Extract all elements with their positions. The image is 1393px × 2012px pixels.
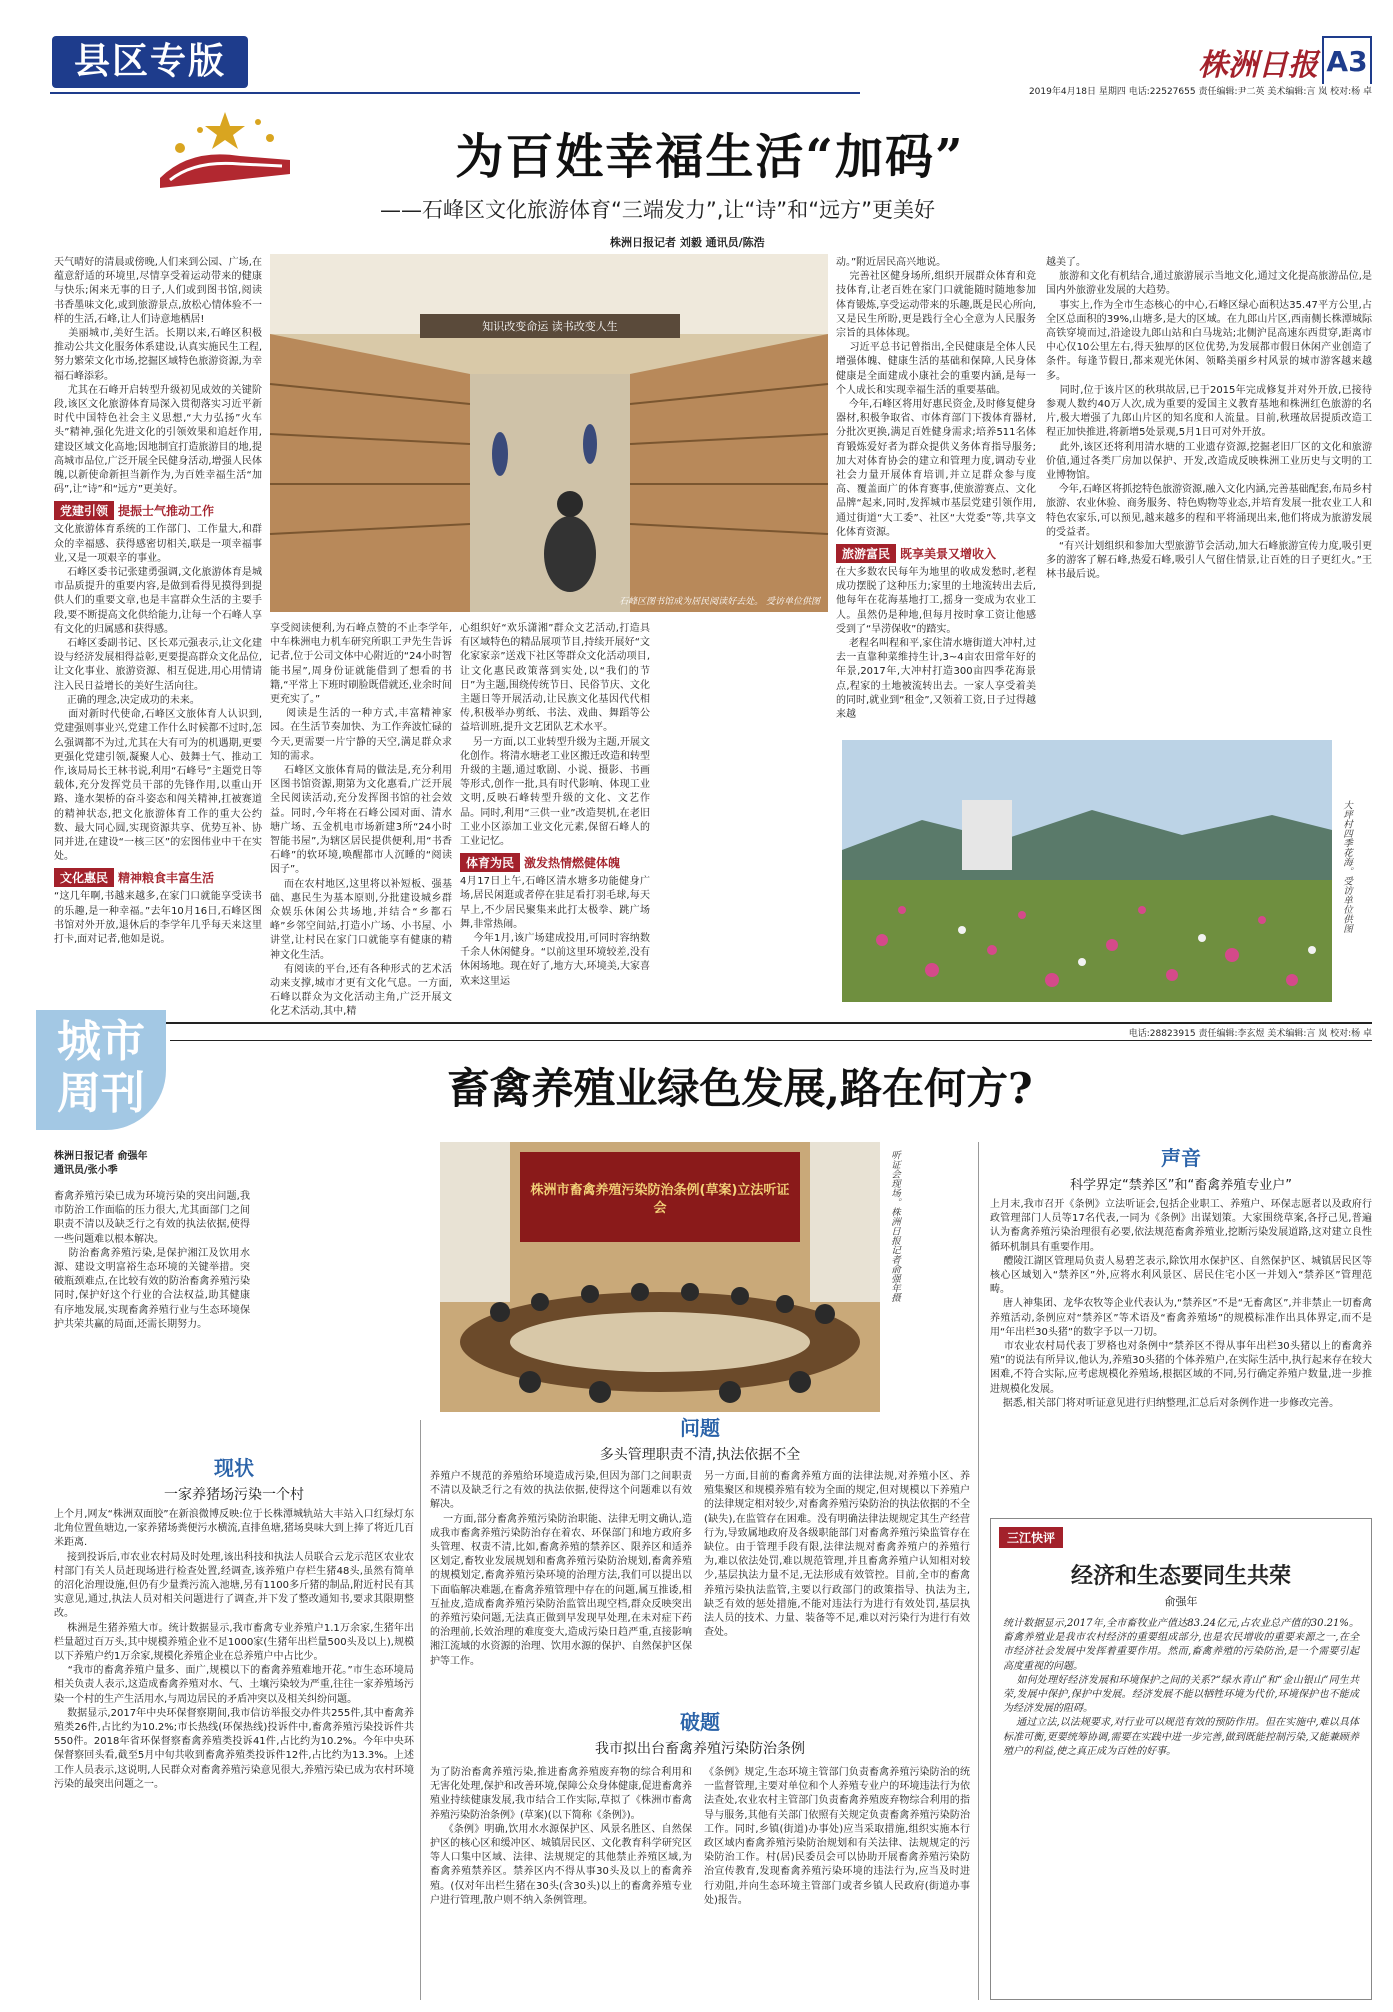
commentary-author: 俞强年: [1164, 1595, 1198, 1608]
page1-col4: [836, 256, 1036, 726]
page2-headline: 畜禽养殖业绿色发展,路在何方?: [447, 1064, 1033, 1113]
col1-intro: 天气晴好的清晨或傍晚,人们来到公园、广场,在蕴意舒适的环境里,尽情享受着运动带来的健康与快乐;闲来无事的日子,人们或到图书馆,阅读书香墨味文化,或到旅游景点,放松心情体验不一样的生活,石峰,让人们诗意地栖居! 美丽城市,美好生活。长期以来,石峰区积极推动公共文化服务体系建设,认真实施民生工程,努力繁荣文化市场,挖掘区域特色旅游资源,为幸福石峰添彩。 尤其在石峰开启转型升级初见成效的关键阶段,该区文化旅游体育局深入贯彻落实习近平新时代中国特色社会主义思想,“大力弘扬”火车头”精神,强化先进文化的引领效果和追赶作用,建设区域文化高地;因地制宜打造旅游目的地,提高城市品位,广泛开展全民健身活动,增强人民体魄,以新使命新担当新作为,为百姓幸福生活“加码”,让“诗”和“远方”更美好。: [54, 257, 263, 496]
divider-vertical-right: [978, 1142, 979, 2000]
status-section-text: 上个月,网友“株洲双面胶”在新浪微博反映:位于长株潭城轨站大丰站入口红绿灯东北角位置鱼塘边,一家养猪场粪便污水横流,直排鱼塘,猪场臭味大到上捧了将近几百米距离. 接到投诉后,市农业农村局及时处理,该出科技和执法人员联合云龙示范区农业农村部门有关人员赶现场进行检查处置,经调查,该养殖户存栏生猪48头,虽然有简单的沼化治理设施,但仍有少量粪污流入池塘,另有1100多斤猪的制品,附近村民有其实意见,通过,执法人员对相关问题进行了调查,并下发了整改通知书,要求其限期整改。 株洲是生猪养殖大市。统计数据显示,我市畜禽专业养殖户1.1万余家,生猪年出栏量超过百万头,其中规模养殖企业不足1000家(生猪年出栏量500头及以上),规模以下养殖户约1万余家,规模化养殖企业在总养殖户中占比少。 “我市的畜禽养殖户量多、面广,规模以下的畜禽养殖难地开花。”市生态环境局相关负责人表示,这造成畜禽养殖对水、气、土壤污染较为严重,往往一家养殖场污染一个村的生产生活用水,与周边居民的矛盾冲突以及相关纠纷问题。 数据显示,2017年中央环保督察期间,我市信访举报交办件共255件,其中畜禽养殖类26件,占比约为10.2%;市长热线(环保热线)投诉件中,畜禽养殖污染投诉件共550件。2018年省环保督察畜禽养殖类投诉41件,占比约为10.2%。今年中央环保督察回头看,截至5月中旬共收到畜禽养殖类投诉件12件,占比约为13.3%。上述工作人员表示,这说明,人民群众对畜禽养殖污染意见很大,养殖污染已成为农村环境污染的最突出问题之一。: [54, 1509, 415, 1790]
status-section-subtitle: 一家养猪场污染一个村: [164, 1487, 304, 1503]
banner-line1: 城市: [57, 1016, 145, 1067]
sec2-tag: 文化惠民: [54, 868, 114, 887]
banner-line2: 周刊: [57, 1068, 145, 1119]
commentary-box: [990, 1518, 1372, 2000]
page1-col2: 享受阅读便利,为石峰点赞的不止李学年,中车株洲电力机车研究所职工尹先生告诉记者,位于公司文体中心附近的“24小时智能书屋”,周身份证就能借到了想看的书籍,“平常上下班时刷脸既借就还,业余时间更充实了。” 阅读是生活的一种方式,丰富精神家园。在生活节奏加快、为工作奔波忙碌的今天,更需要一片宁静的天空,满足群众求知的需求。 石峰区文旅体育局的做法是,充分利用区图书馆资源,期第为文化惠看,广泛开展全民阅读活动,充分发挥图书馆的社会效益。同时,今年将在石峰公园对面、清水塘广场、五金机电市场新建3所“24小时智能书屋”,为辖区居民提供便利,用“书香石峰”的软环境,唤醒都市人沉睡的“阅读因子”。 而在农村地区,这里将以补短板、强基础、惠民生为基本原则,分批建设城乡群众娱乐休闲公共场地,并结合“乡都石峰”乡邻空间站,打造小广场、小书屋、小讲堂,让村民在家门口就能享有健康的精神文化生活。 有阅读的平台,还有各种形式的艺术活动来支撑,城市才更有文化气息。一方面,石峰以群众为文化活动主角,广泛开展文化艺术活动,其中,精: [270, 623, 452, 1018]
commentary-text: 统计数据显示,2017年,全市畜牧业产值达83.24亿元,占农业总产值的30.21%。畜禽养殖业是我市农村经济的重要组成部分,也是农民增收的重要来源之一,在全市经济社会发展中发挥着重要作用。然而,畜禽养殖的污染防治,是一个需要引起高度重视的问题。 如何处理好经济发展和环境保护之间的关系?“绿水青山”和“金山银山”同生共荣,发展中保护,保护中发展。经济发展不能以牺牲环境为代价,环境保护也不能成为经济发展的阻碍。 通过立法,以法规要求,对行业可以规范有效的预防作用。但在实施中,难以具体标准可衡,更要统筹协调,需要在实践中进一步完善,做到既能控制污染,又能兼顾养殖户的利益,使之真正成为百姓的好事。: [1003, 1618, 1360, 1757]
col4-sec4-text: 在大多数农民每年为地里的收成发愁时,老程成功摆脱了这种压力;家里的土地流转出去后,他每年在花海基地打工,摇身一变成为农业工人。虽然仍是种地,但每月按时拿工资让他感受到了“旱涝保收”的踏实。 老程名叫程和平,家住清水塘街道大冲村,过去一直靠种菜维持生计,3~4亩农田常年好的年景,2017年,大冲村打造300亩四季花海景点,程家的土地被流转出去。一家人享受着美的同时,就业到“租金”,又领着工资,日子过得越来越: [836, 567, 1037, 721]
sec4-title: 既享美景又增收入: [900, 547, 997, 562]
page1-subhead: ——石峰区文化旅游体育“三端发力”,让“诗”和“远方”更美好: [380, 198, 935, 222]
byline-correspondent: 通讯员/张小季: [54, 1165, 118, 1176]
library-sign: 知识改变命运 读书改变人生: [482, 320, 618, 333]
library-photo-caption: 石峰区图书馆成为居民阅读好去处。 受访单位供图: [619, 597, 820, 607]
commentary-title: 经济和生态要同生共荣: [1070, 1564, 1291, 1589]
sec1-title: 提振士气推动工作: [118, 504, 215, 519]
sec4-tag: 旅游富民: [836, 544, 896, 563]
sec1-tag: 党建引领: [54, 501, 114, 520]
hearing-photo: [440, 1142, 880, 1412]
flower-field-photo: [842, 740, 1332, 1002]
problem-section-title: 问题: [680, 1416, 720, 1440]
problem-col2: 另一方面,目前的畜禽养殖方面的法律法规,对养殖小区、养殖集聚区和规模养殖有较为全面的规定,但对规模以下养殖户的法律规定相对较少,对畜禽养殖污染防治的执法依据的不全(缺失),在监管存在困难。没有明确法律法规规定其生产经营行为,导致属地政府及各级职能部门对畜禽养殖污染监管存在缺位。由于管理手段有限,法律法规对畜禽养殖户的养殖行为,难以依法处罚,难以规范管理,并且畜禽养殖户认知相对较少,基层执法力量不足,无法形成有效管控。目前,全市的畜禽养殖污染执法监管,主要以行政部门的政策指导、执法为主,缺乏有效的惩处措施,不能对违法行为进行有效处罚,基层执法人员的技术、力量、装备等不足,难以对污染行为进行有效查处。: [704, 1471, 970, 1639]
page-meta-line: 2019年4月18日 星期四 电话:22527655 责任编辑:尹二英 美术编辑:言 岚 校对:杨 卓: [860, 84, 1372, 97]
flower-photo-caption: 大坪村四季花海。受访单位供图: [1341, 800, 1352, 933]
page-number: A3: [1322, 36, 1372, 88]
page2-meta-line: 电话:28823915 责任编辑:李玄煜 美术编辑:言 岚 校对:杨 卓: [1128, 1029, 1372, 1039]
solution-section-title: 破题: [680, 1710, 720, 1734]
page2-byline: [54, 1150, 254, 1178]
solution-col2: 《条例》规定,生态环境主管部门负责畜禽养殖污染防治的统一监督管理,主要对单位和个人养殖专业户的环境违法行为依法查处,农业农村主管部门负责畜禽养殖废弃物综合利用的指导与服务,其他有关部门依照有关规定负责畜禽养殖污染防治工作。同时,乡镇(街道)办事处)应当采取措施,组织实施本行政区域内畜禽养殖污染防治规划和有关法律、法规规定的污染防治工作。村(居)民委员会可以协助开展畜禽养殖污染防治宣传教育,发现畜禽养殖污染环境的违法行为,应当及时进行劝阻,并向生态环境主管部门或者乡镇人民政府(街道办事处)报告。: [704, 1767, 970, 1906]
status-section-title: 现状: [214, 1456, 254, 1480]
voice-section-subtitle: 科学界定“禁养区”和“畜禽养殖专业户”: [1070, 1178, 1292, 1193]
page1-headline: 为百姓幸福生活“加码”: [455, 129, 965, 185]
page1-col5: 越美了。 旅游和文化有机结合,通过旅游展示当地文化,通过文化提高旅游品位,是国内外旅游业发展的大趋势。 事实上,作为全市生态核心的中心,石峰区绿心面积达35.47平方公里,占全区总面积的39%,山塘多,是大的区域。在九郎山片区,西南侧长株潭城际高铁穿境而过,沿途设九郎山站和白马垅站;北侧沪昆高速东西贯穿,距离市中心仅10公里左右,得天独厚的区位优势,为发展都市假日休闲产业创造了条件。每逢节假日,都来观光休闲、领略美丽乡村风景的城市游客越来越多。 同时,位于该片区的秋琪故居,已于2015年完成修复并对外开放,已接待参观人数约40万人次,成为重要的爱国主义教育基地和株洲红色旅游的名片,极大增强了九郎山片区的知名度和人流量。目前,秋瑾故居提质改造工程正加快推进,将新增5处景观,5月1日可对外开放。 此外,该区还将利用清水塘的工业遗存资源,挖掘老旧厂区的文化和旅游价值,通过各类厂房加以保护、开发,改造成反映株洲工业历史与文明的工业博物馆。 今年,石峰区将抓挖特色旅游资源,融入文化内涵,完善基础配套,布局乡村旅游、农业休验、商务服务、特色购物等业态,并培育发展一批农业工人和特色农家乐,可以预见,越来越多的程和平将涌现出来,他们将成为旅游发展的受益者。 “有兴计划组织和参加大型旅游节会活动,加大石峰旅游宣传力度,吸引更多的游客了解石峰,热爱石峰,吸引人气留住情景,让百姓的日子更红火。”王林书最后说。: [1046, 257, 1373, 581]
hearing-photo-caption: 听证会现场。株洲日报记者俞强年摄: [889, 1150, 900, 1302]
page2-intro: 畜禽养殖污染已成为环境污染的突出问题,我市防治工作面临的压力很大,尤其面部门之间职责不清以及缺乏行之有效的执法依据,使得一些问题难以根本解决。 防治畜禽养殖污染,是保护湘江及饮用水源、建设文明富裕生态环境的关键举措。突破瓶颈难点,在比较有效的防治畜禽养殖污染同时,保护好这个行业的合法权益,助其健康有序地发展,实现畜禽养殖行业与生态环境保护共荣共赢的局面,还需长期努力。: [54, 1191, 250, 1330]
page1-byline: 株洲日报记者 刘毅 通讯员/陈浩: [610, 236, 765, 249]
solution-col1: 为了防治畜禽养殖污染,推进畜禽养殖废弃物的综合利用和无害化处理,保护和改善环境,保障公众身体健康,促进畜禽养殖业持续健康发展,我市结合工作实际,草拟了《株洲市畜禽养殖污染防治条例》(草案)(以下简称《条例》)。 《条例》明确,饮用水水源保护区、风景名胜区、自然保护区的核心区和缓冲区、城镇居民区、文化教育科学研究区等人口集中区域、法律、法规规定的其他禁止养殖区域,为畜禽养殖禁养区。禁养区内不得从事30头及以上的畜禽养殖。(仅对年出栏生猪在30头(含30头)以上的畜禽养殖专业户进行管理,散户则不纳入条例管理。: [430, 1767, 692, 1906]
col3-sec3-text: 4月17日上午,石峰区清水塘多功能健身广场,居民闲逛或者停在驻足看打羽毛球,每天早上,不少居民聚集来此打太极拳、跳广场舞,非常热闹。 今年1月,该广场建成投用,可同时容纳数千余人休闲健身。“以前这里环境较差,没有休闲场地。现在好了,地方大,环境美,大家喜欢来这里运: [460, 876, 650, 987]
divider-vertical: [420, 1420, 421, 2000]
problem-col1: 养殖户不规范的养殖给环境造成污染,但因为部门之间职责不清以及缺乏行之有效的执法依据,使得这个问题难以有效解决。 一方面,部分畜禽养殖污染防治职能、法律无明文确认,造成我市畜禽养殖污染防治存在着农、环保部门和地方政府多头管理、权责不清,比如,畜禽养殖的禁养区、限养区和适养区划定,畜牧业发展规划和畜禽养殖污染防治规划,畜禽养殖的规模划定,畜禽养殖污染环境的治理方法,我们可以提出以下面临解决难题,在畜禽养殖管理中存在的问题,属互推诿,相互扯皮,造成畜禽养殖污染防治监管出现空档,群众反映突出的养殖污染问题,无法真正做到早发现早处理,在未对症下药的治理前,长效治理的难度变大,造成污染日趋严重,直接影响湘江流域的水资源的治理、饮用水源的保护、自然保护区保护等工作。: [430, 1471, 693, 1667]
sec3-title: 激发热情燃健体魄: [524, 856, 621, 871]
sec3-tag: 体育为民: [460, 853, 520, 872]
commentary-tag: 三江快评: [999, 1527, 1063, 1548]
section-label: 县区专版: [52, 36, 248, 88]
col1-sec1-text: 文化旅游体育系统的工作部门、工作量大,和群众的幸福感、获得感密切相关,联是一项幸福事业,又是一项艰辛的事业。 石峰区委书记张建勇强调,文化旅游体育是城市品质提升的重要内容,是做到看得见摸得到提供人们的重要文章,也是丰富群众生活的主要手段,要不断提高文化供给能力,让每一个石峰人享有文化的归属感和获得感。 石峰区委副书记、区长邓元强表示,让文化建设与经济发展相得益彰,更要提高群众文化品位,让文化事业、旅游资源、相互促进,用心用情请注入民日益增长的美好生活向往。 正确的理念,决定成功的未来。 面对新时代使命,石峰区文旅体育人认识到,党建强则事业兴,党建工作什么时候都不过时,怎么强调都不为过,尤其在大有可为的机遇期,更要更强化党建引领,凝聚人心、鼓舞士气、推动工作,该局局长王林书说,利用“石峰号”主题党日等载体,充分发挥党员干部的先锋作用,以重山开路、逢水架桥的奋斗姿态和闯关精神,扛被赛道的精神状态,把文化旅游体育工作的重大公约数、最大同心圆,实现资源共享、优势互补、协同并进,在建设“一核三区”的宏图伟业中干在实处。: [54, 524, 263, 863]
voice-section-title: 声音: [1161, 1146, 1201, 1170]
col1-sec2-text: “这几年啊,书越来越多,在家门口就能享受读书的乐趣,是一种幸福。”去年10月16日,石峰区图书馆对外开放,退休后的李学年几乎每天来这里打卡,面对记者,他如是说。: [54, 891, 262, 945]
page1-col3: [460, 622, 650, 1004]
byline-reporter: 株洲日报记者 俞强年: [54, 1151, 148, 1162]
col3-text: 心组织好“欢乐潇湘”群众文艺活动,打造具有区域特色的精品展项节目,持续开展好“文化家家亲”送戏下社区等群众文化活动项目,让文化惠民政策落到实处,以“我们的节日”为主题,围绕传统节日、民俗节庆、文化主题日等开展活动,让民族文化基因代代相传,积极举办剪纸、书法、戏曲、舞蹈等公益培训班,提升文艺团队艺术水平。 另一方面,以工业转型升级为主题,开展文化创作。将清水塘老工业区搬迁改造和转型升级的主题,通过歌剧、小说、摄影、书画等形式,创作一批,具有时代影响、体现工业文明,反映石峰转型升级的文化、文艺作品。同时,利用“三供一业”改造契机,在老旧工业小区添加工业文化元素,保留石峰人的工业记忆。: [460, 623, 651, 848]
masthead-logo: 株洲日报: [1198, 48, 1318, 83]
solution-section-subtitle: 我市拟出台畜禽养殖污染防治条例: [595, 1741, 805, 1757]
col4-text: 动。”附近居民高兴地说。 完善社区健身场所,组织开展群众体育和竞技体育,让老百姓在家门口就能随时随地参加体育锻炼,享受运动带来的乐趣,既是民心所向,又是民生所盼,更是践行全心全意为人民服务宗旨的具体体现。 习近平总书记曾指出,全民健康是全体人民增强体魄、健康生活的基础和保障,人民身体健康是全面建成小康社会的重要内涵,是每一个人成长和实现幸福生活的重要基础。 今年,石峰区将用好惠民资金,及时修复健身器材,积极争取省、市体育部门下拨体育器材,分批次更换,满足百姓健身需求;培养511名体育锻炼爱好者为群众提供义务体育指导服务;加大对体育协会的建立和管理力度,调动专业社会力量开展体育培训,并立足群众参与度高、覆盖面广的体育赛事,使旅游赛点、文化品牌“起来,同时,发挥城市基层党建引领作用,通过街道“大工委”、社区“大党委”等,共享文化体育资源。: [836, 257, 1037, 538]
train-logo-graphic: [150, 108, 300, 204]
page1-col1: [54, 256, 262, 1004]
hearing-banner-text: 株洲市畜禽养殖污染防治条例(草案)立法听证会: [530, 1183, 790, 1216]
sec2-title: 精神粮食丰富生活: [118, 871, 215, 886]
city-weekly-banner: [36, 1010, 166, 1130]
problem-section-subtitle: 多头管理职责不清,执法依据不全: [599, 1447, 801, 1463]
voice-section-text: 上月末,我市召开《条例》立法听证会,包括企业职工、养殖户、环保志愿者以及政府行政管理部门人员等17名代表,一同为《条例》出谋划策。大家围绕草案,各抒己见,普遍认为畜禽养殖污染治理很有必要,依法规范畜禽养殖业,挖断污染发展道路,这对建立良性循环机制具有重要作用。 醴陵江湖区管理局负责人易碧芝表示,除饮用水保护区、自然保护区、城镇居民区等核心区域划入“禁养区”外,应将水利风景区、居民住宅小区一并划入“禁养区”管理范畴。 唐人神集团、龙华农牧等企业代表认为,“禁养区”不是“无畜禽区”,并非禁止一切畜禽养殖活动,条例应对“禁养区”等术语及“畜禽养殖场”的规模标准作出具体界定,而不是用“年出栏30头猪”的数字予以一刀切。 市农业农村局代表丁罗格也对条例中“禁养区不得从事年出栏30头猪以上的畜禽养殖”的说法有所异议,他认为,养殖30头猪的个体养殖户,在实际生活中,执行起来存在较大困难,不符合实际,应考虑规模化养殖场,根据区域的不同,另行确定养殖户数量,进一步推进规模化发展。 据悉,相关部门将对听证意见进行归纳整理,汇总后对条例作进一步修改完善。: [990, 1199, 1373, 1409]
library-photo: [270, 254, 828, 612]
